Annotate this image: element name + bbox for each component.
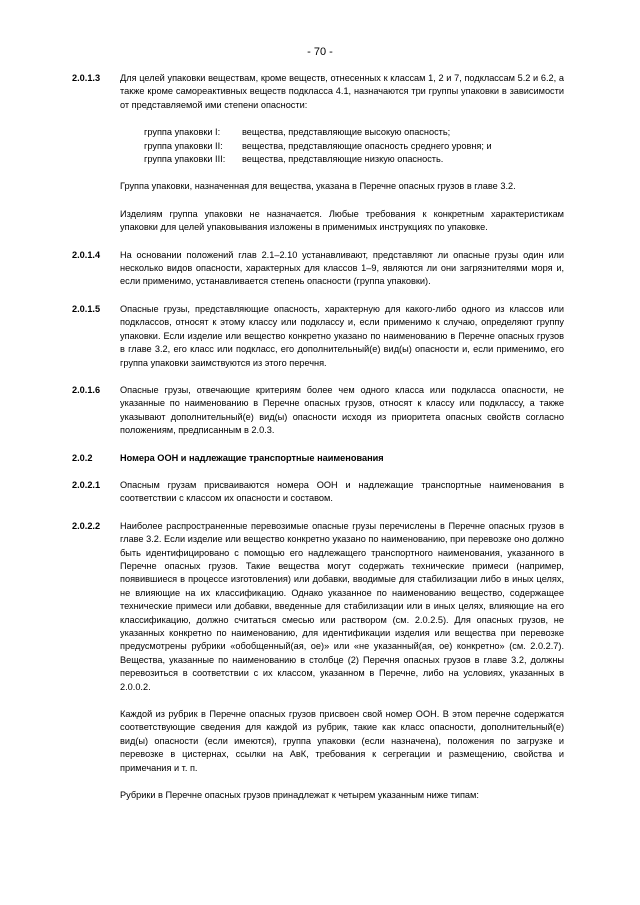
section-2-0-1-3	[72, 72, 564, 235]
packing-group-desc: вещества, представляющие опасность среднего уровня; и	[242, 140, 492, 151]
section-heading: Номера ООН и надлежащие транспортные наименования	[120, 452, 384, 463]
packing-group-row	[144, 126, 564, 139]
packing-groups-list	[144, 126, 564, 166]
section-number: 2.0.1.6	[72, 384, 101, 395]
section-body	[120, 72, 564, 235]
paragraph: Наиболее распространенные перевозимые опасные грузы перечислены в Перечне опасных грузов в главе 3.2. Если изделие или вещество конкретно указано по наименованию, при перевозке оно должно быть идентифицировано с помощью его надлежащего транспортного наименования, указанного в Перечне опасных грузов. Такие вещества могут содержать технические примеси (например, появившиеся в процессе изготовления) или добавки, вводимые для стабилизации либо в иных целях, не влияющие на их классификацию. Однако указанное по наименованию вещество, содержащее технические примеси или добавки, введенные для стабилизации или в иных целях, влияющие на его классификацию, должно считаться смесью или раствором (см. 2.0.2.5). Для опасных грузов, не указанных конкретно по наименованию, для идентификации изделия или вещества при перевозке предусмотрены рубрики «обобщенный(ая, ое)» или «не указанный(ая, ое) конкретно» (см. 2.0.2.7). Вещества, указанные по наименованию в столбце (2) Перечня опасных грузов в главе 3.2, должны перевозиться в соответствии с их классом, указанном в Перечне, либо на условиях, указанных в 2.0.0.2.	[120, 520, 564, 692]
section-body	[120, 303, 564, 370]
packing-group-name: группа упаковки II:	[144, 140, 223, 151]
paragraph: Каждой из рубрик в Перечне опасных грузов присвоен свой номер ООН. В этом перечне содержатся соответствующие сведения для каждой из рубрик, такие как класс опасности, дополнительный(е) вид(ы) опасности (если имеются), группа упаковки (если назначена), положения по загрузке и перевозке в цистернах, ссылки на АвК, требования к сегрегации и размещению, свойства и примечания и т. п.	[120, 709, 564, 773]
section-number: 2.0.1.4	[72, 249, 101, 260]
section-number: 2.0.2.2	[72, 520, 101, 531]
packing-group-row	[144, 140, 564, 153]
section-2-0-2-1	[72, 479, 564, 506]
section-2-0-1-5	[72, 303, 564, 370]
section-body	[120, 479, 564, 506]
paragraph: На основании положений глав 2.1–2.10 устанавливают, представляют ли опасные грузы один или несколько видов опасности, характерных для классов 1–9, являются ли они загрязнителями моря и, если применимо, устанавливается степень опасности (группа упаковки).	[120, 249, 564, 287]
section-2-0-1-4	[72, 249, 564, 289]
packing-group-desc: вещества, представляющие низкую опасность.	[242, 154, 444, 165]
section-body	[120, 249, 564, 289]
section-number: 2.0.1.5	[72, 303, 101, 314]
paragraph: Для целей упаковки веществам, кроме веществ, отнесенных к классам 1, 2 и 7, подклассам 5.2 и 6.2, а также кроме самореактивных веществ подкласса 4.1, назначаются три группы упаковки в зависимости от представляемой ими степени опасности:	[120, 73, 564, 110]
page-number: - 70 -	[307, 46, 333, 58]
section-body	[120, 520, 564, 803]
paragraph: Рубрики в Перечне опасных грузов принадлежат к четырем указанным ниже типам:	[120, 790, 479, 801]
paragraph: Опасным грузам присваиваются номера ООН и надлежащие транспортные наименования в соответствии с классом их опасности и составом.	[120, 479, 564, 504]
paragraph: Группа упаковки, назначенная для вещества, указана в Перечне опасных грузов в главе 3.2.	[120, 181, 516, 192]
paragraph: Опасные грузы, представляющие опасность, характерную для какого-либо одного из классов или подклассов, относят к этому классу или подклассу и, если применимо к случаю, определяют группу упаковки. Если изделие или вещество конкретно указано по наименованию в Перечне опасных грузов в главе 3.2, его класс или подкласс, его дополнительный(е) вид(ы) опасности и, если применимо, его группа упаковки заимствуются из этого перечня.	[120, 303, 564, 368]
section-body	[120, 384, 564, 438]
section-2-0-2-2	[72, 520, 564, 803]
packing-group-name: группа упаковки I:	[144, 127, 221, 138]
packing-group-desc: вещества, представляющие высокую опасность;	[242, 127, 451, 138]
document-body	[72, 72, 564, 816]
section-2-0-1-6	[72, 384, 564, 438]
section-number: 2.0.2	[72, 452, 93, 463]
packing-group-name: группа упаковки III:	[144, 154, 226, 165]
paragraph: Изделиям группа упаковки не назначается. Любые требования к конкретным характеристикам упаковки для целей упаковывания изложены в применимых инструкциях по упаковке.	[120, 208, 564, 233]
packing-group-row	[144, 153, 564, 166]
section-2-0-2	[72, 452, 564, 465]
section-number: 2.0.1.3	[72, 73, 101, 83]
paragraph: Опасные грузы, отвечающие критериям более чем одного класса или подкласса опасности, не указанные по наименованию в Перечне опасных грузов, относят к классу или подклассу, а также указывают дополнительный(е) вид(ы) опасности исходя из приоритета опасных свойств согласно положениям, предписанным в 2.0.3.	[120, 384, 564, 436]
section-number: 2.0.2.1	[72, 479, 101, 490]
